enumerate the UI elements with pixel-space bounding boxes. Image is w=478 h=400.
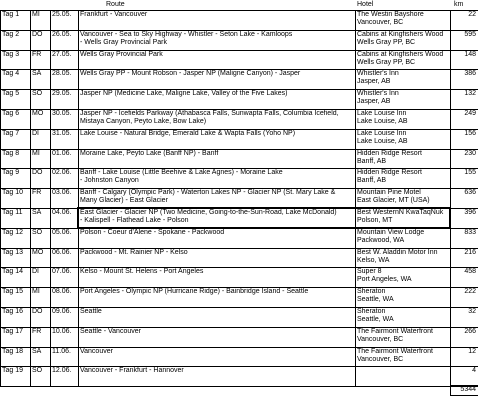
km-cell[interactable]: 230 (464, 149, 476, 157)
date-cell[interactable]: 10.06. (52, 327, 72, 335)
hotel-line: Packwood, WA (357, 236, 405, 244)
header-route: Route (106, 1, 125, 8)
hotel-cell[interactable] (355, 288, 450, 308)
km-cell[interactable]: 458 (464, 268, 476, 276)
row-gridline (0, 188, 478, 189)
km-cell[interactable]: 396 (464, 209, 476, 216)
hotel-line: Wells Gray PP, BC (357, 58, 416, 66)
row-gridline (0, 287, 478, 288)
hotel-cell[interactable] (355, 308, 450, 328)
day-cell[interactable]: Tag 11 (2, 209, 23, 216)
date-cell[interactable]: 25.05. (52, 11, 72, 18)
weekday-cell[interactable]: SA (32, 70, 42, 78)
weekday-cell[interactable]: FR (32, 327, 42, 335)
weekday-cell[interactable]: DO (32, 308, 43, 315)
day-cell[interactable]: Tag 15 (2, 288, 24, 296)
date-cell[interactable]: 30.05. (52, 110, 72, 117)
route-line: Banff - Calgary (Olympic Park) - Waterton Lakes NP - Glacier NP (St. Mary Lake & (80, 189, 336, 197)
weekday-cell[interactable]: MI (32, 288, 40, 296)
route-cell[interactable] (78, 150, 355, 170)
route-line: Lake Louise - Natural Bridge, Emerald Lake & Wapta Falls (Yoho NP) (80, 129, 296, 137)
row-gridline (0, 10, 478, 11)
km-cell[interactable]: 595 (464, 30, 476, 38)
row-gridline (0, 248, 478, 249)
row-gridline (0, 267, 478, 268)
hotel-line: Port Angeles, WA (357, 276, 412, 284)
date-cell[interactable]: 04.06. (52, 209, 72, 216)
hotel-line: Vancouver, BC (357, 335, 404, 343)
row-gridline (0, 307, 478, 308)
hotel-line: Jasper, AB (357, 78, 391, 86)
route-cell[interactable] (78, 51, 355, 71)
day-cell[interactable]: Tag 3 (2, 50, 20, 58)
route-line: Mistaya Canyon, Peyto Lake, Bow Lake) (80, 118, 207, 125)
weekday-cell[interactable]: DI (32, 268, 39, 276)
row-gridline (0, 30, 478, 31)
hotel-line: Vancouver, BC (357, 355, 404, 363)
km-cell[interactable]: 636 (464, 189, 476, 197)
route-cell[interactable] (78, 70, 355, 90)
row-gridline (0, 50, 478, 51)
date-cell[interactable]: 02.06. (52, 169, 72, 177)
hotel-cell[interactable] (355, 110, 450, 130)
hotel-line: Best WesternN KwaTaqNuk (357, 209, 444, 216)
hotel-line: Lake Louise Inn (357, 129, 407, 137)
total-bottom-line (450, 395, 478, 396)
day-cell[interactable]: Tag 18 (2, 347, 24, 355)
km-cell[interactable]: 4 (472, 367, 476, 375)
hotel-line: Best W. Aladdin Motor Inn (357, 248, 438, 256)
hotel-line: Whistler's Inn (357, 70, 399, 78)
hotel-line: Seattle, WA (357, 316, 394, 323)
date-cell[interactable]: 29.05. (52, 90, 72, 98)
route-cell[interactable] (78, 90, 355, 110)
hotel-line: Wells Gray PP, BC (357, 38, 416, 46)
hotel-cell[interactable] (355, 249, 450, 269)
date-cell[interactable]: 09.06. (52, 308, 72, 315)
row-gridline (0, 89, 478, 90)
date-cell[interactable]: 12.06. (52, 367, 72, 375)
route-line: Many Glacier) - East Glacier (80, 197, 168, 205)
route-line: Banff - Lake Louise (Little Beehive & Lake Agnes) - Moraine Lake (80, 169, 283, 177)
weekday-cell[interactable]: SO (32, 228, 43, 236)
weekday-cell[interactable]: SA (32, 347, 42, 355)
route-cell[interactable] (78, 268, 355, 288)
day-cell[interactable]: Tag 6 (2, 110, 20, 117)
hotel-line: Hidden Ridge Resort (357, 169, 422, 177)
hotel-line: Vancouver, BC (357, 19, 404, 26)
day-cell[interactable]: Tag 4 (2, 70, 20, 78)
route-line: East Glacier - Glacier NP (Two Medicine, Going-to-the-Sun-Road, Lake McDonald) (80, 209, 337, 216)
route-line: Seattle - Vancouver (80, 327, 141, 335)
date-cell[interactable]: 03.06. (52, 189, 72, 197)
date-cell[interactable]: 28.05. (52, 70, 72, 78)
date-cell[interactable]: 11.06. (52, 347, 71, 355)
hotel-cell[interactable] (355, 150, 450, 170)
route-cell[interactable] (78, 367, 355, 387)
column-gridline (450, 10, 451, 386)
day-cell[interactable]: Tag 16 (2, 308, 24, 315)
hotel-cell[interactable] (355, 130, 450, 150)
day-cell[interactable]: Tag 17 (2, 327, 24, 335)
column-gridline (78, 10, 79, 386)
weekday-cell[interactable]: MO (32, 110, 44, 117)
hotel-line: Cabins at Kingfishers Wood (357, 30, 444, 38)
row-gridline (0, 129, 478, 130)
route-cell[interactable] (78, 189, 355, 209)
route-cell[interactable] (78, 308, 355, 328)
hotel-line: Mountain Pine Motel (357, 189, 421, 197)
row-gridline (0, 366, 478, 367)
route-line: Jasper NP - Icefields Parkway (Athabasca Falls, Sunwapta Falls, Columbia Icefield, (80, 110, 339, 117)
hotel-cell[interactable] (355, 70, 450, 90)
hotel-line: Lake Louise, AB (357, 137, 408, 145)
weekday-cell[interactable]: MI (32, 11, 40, 18)
route-cell[interactable] (78, 288, 355, 308)
hotel-cell[interactable] (355, 169, 450, 189)
day-cell[interactable]: Tag 19 (2, 367, 24, 375)
row-gridline (0, 69, 478, 70)
km-cell[interactable]: 132 (464, 90, 476, 98)
hotel-line: Lake Louise Inn (357, 110, 407, 117)
route-cell[interactable] (78, 169, 355, 189)
route-line: - Kalispell - Flathead Lake - Polson (80, 217, 189, 224)
date-cell[interactable]: 05.06. (52, 228, 72, 236)
route-cell[interactable] (78, 249, 355, 269)
weekday-cell[interactable]: DO (32, 30, 43, 38)
weekday-cell[interactable]: MI (32, 149, 40, 157)
route-cell[interactable] (78, 11, 355, 31)
day-cell[interactable]: Tag 14 (2, 268, 24, 276)
weekday-cell[interactable]: FR (32, 189, 42, 197)
route-line: Jasper NP (Medicine Lake, Maligne Lake, Valley of the Five Lakes) (80, 90, 288, 98)
hotel-line: Polson, MT (357, 217, 393, 224)
column-gridline (50, 10, 51, 386)
hotel-line: Banff, AB (357, 157, 387, 165)
hotel-cell[interactable] (355, 367, 450, 387)
row-gridline (0, 149, 478, 150)
hotel-line: East Glacier, MT (USA) (357, 197, 430, 205)
day-cell[interactable]: Tag 8 (2, 149, 20, 157)
weekday-cell[interactable]: SO (32, 367, 43, 375)
selected-cell-outline (77, 207, 451, 229)
km-cell[interactable]: 216 (464, 248, 476, 256)
hotel-line: Banff, AB (357, 177, 387, 185)
hotel-line: The Westin Bayshore (357, 11, 424, 18)
route-line: Moraine Lake, Peyto Lake (Banff NP) - Banff (80, 149, 219, 157)
row-gridline (0, 327, 478, 328)
row-gridline (0, 168, 478, 169)
header-km: km (454, 1, 464, 8)
route-line: Vancouver (80, 347, 113, 355)
route-line: - Johnston Canyon (80, 177, 139, 185)
total-km-cell[interactable]: 5344 (460, 386, 476, 393)
route-line: Wells Gray Provincial Park (80, 50, 163, 58)
day-cell[interactable]: Tag 13 (2, 248, 24, 256)
hotel-line: Whistler's Inn (357, 90, 399, 98)
header-hotel: Hotel (357, 1, 374, 8)
day-cell[interactable]: Tag 9 (2, 169, 20, 177)
km-cell[interactable]: 156 (464, 129, 476, 137)
hotel-line: Mountain View Lodge (357, 228, 425, 236)
km-cell[interactable]: 386 (464, 70, 476, 78)
hotel-line: The Fairmont Waterfront (357, 327, 433, 335)
day-cell[interactable]: Tag 10 (2, 189, 24, 197)
hotel-line: Sheraton (357, 308, 386, 315)
km-cell[interactable]: 12 (468, 347, 476, 355)
weekday-cell[interactable]: MO (32, 248, 44, 256)
row-gridline (0, 109, 478, 110)
km-cell[interactable]: 249 (464, 110, 476, 117)
hotel-cell[interactable] (355, 90, 450, 110)
day-cell[interactable]: Tag 5 (2, 90, 20, 98)
column-gridline (0, 10, 1, 386)
weekday-cell[interactable]: SO (32, 90, 43, 98)
row-gridline (0, 347, 478, 348)
date-cell[interactable]: 27.05. (52, 50, 72, 58)
route-cell[interactable] (78, 130, 355, 150)
hotel-line: Sheraton (357, 288, 386, 296)
km-cell[interactable]: 155 (464, 169, 476, 177)
route-line: Packwood - Mt. Rainier NP - Kelso (80, 248, 188, 256)
route-line: Seattle (80, 308, 102, 315)
hotel-cell[interactable] (355, 11, 450, 31)
day-cell[interactable]: Tag 1 (2, 11, 20, 18)
column-gridline (30, 10, 31, 386)
hotel-line: The Fairmont Waterfront (357, 347, 433, 355)
route-cell[interactable] (78, 31, 355, 51)
route-line: Kelso - Mount St. Helens - Port Angeles (80, 268, 204, 276)
weekday-cell[interactable]: SA (32, 209, 42, 216)
column-gridline (355, 10, 356, 386)
hotel-cell[interactable] (355, 31, 450, 51)
weekday-cell[interactable]: DI (32, 129, 39, 137)
day-cell[interactable]: Tag 2 (2, 30, 20, 38)
hotel-cell[interactable] (355, 189, 450, 209)
date-cell[interactable]: 01.06. (52, 149, 72, 157)
hotel-cell[interactable] (355, 348, 450, 368)
hotel-cell[interactable] (355, 328, 450, 348)
date-cell[interactable]: 07.06. (52, 268, 72, 276)
route-line: - Wells Gray Provincial Park (80, 38, 168, 46)
hotel-line: Lake Louise, AB (357, 118, 408, 125)
hotel-line: Jasper, AB (357, 98, 391, 106)
route-line: Vancouver - Sea to Sky Highway - Whistler - Seton Lake - Kamloops (80, 30, 293, 38)
route-line: Polson - Coeur d'Alene - Spokane - Packwood (80, 228, 225, 236)
route-cell[interactable] (78, 328, 355, 348)
hotel-cell[interactable] (355, 229, 450, 249)
route-line: Wells Gray PP - Mount Robson - Jasper NP (Maligne Canyon) - Jasper (80, 70, 301, 78)
km-cell[interactable]: 833 (464, 228, 476, 236)
weekday-cell[interactable]: FR (32, 50, 42, 58)
route-cell[interactable] (78, 348, 355, 368)
route-line: Port Angeles - Olympic NP (Hurricane Ridge) - Bainbridge Island - Seattle (80, 288, 309, 296)
km-cell[interactable]: 32 (468, 308, 476, 315)
km-cell[interactable]: 266 (464, 327, 476, 335)
date-cell[interactable]: 06.06. (52, 248, 72, 256)
hotel-line: Seattle, WA (357, 296, 394, 304)
date-cell[interactable]: 08.06. (52, 288, 72, 296)
hotel-line: Super 8 (357, 268, 382, 276)
weekday-cell[interactable]: DO (32, 169, 43, 177)
hotel-cell[interactable] (355, 51, 450, 71)
date-cell[interactable]: 26.05. (52, 30, 72, 38)
route-line: Vancouver - Frankfurt - Hannover (80, 367, 184, 375)
km-cell[interactable]: 22 (468, 11, 476, 18)
route-cell[interactable] (78, 229, 355, 249)
hotel-line: Hidden Ridge Resort (357, 149, 422, 157)
day-cell[interactable]: Tag 12 (2, 228, 24, 236)
hotel-line: Cabins at Kingfishers Wood (357, 50, 444, 58)
row-gridline (0, 386, 478, 387)
km-cell[interactable]: 222 (464, 288, 476, 296)
hotel-cell[interactable] (355, 268, 450, 288)
date-cell[interactable]: 31.05. (52, 129, 72, 137)
route-line: Frankfurt - Vancouver (80, 11, 148, 18)
day-cell[interactable]: Tag 7 (2, 129, 20, 137)
hotel-line: Kelso, WA (357, 256, 390, 264)
route-cell[interactable] (78, 110, 355, 130)
km-cell[interactable]: 148 (464, 50, 476, 58)
